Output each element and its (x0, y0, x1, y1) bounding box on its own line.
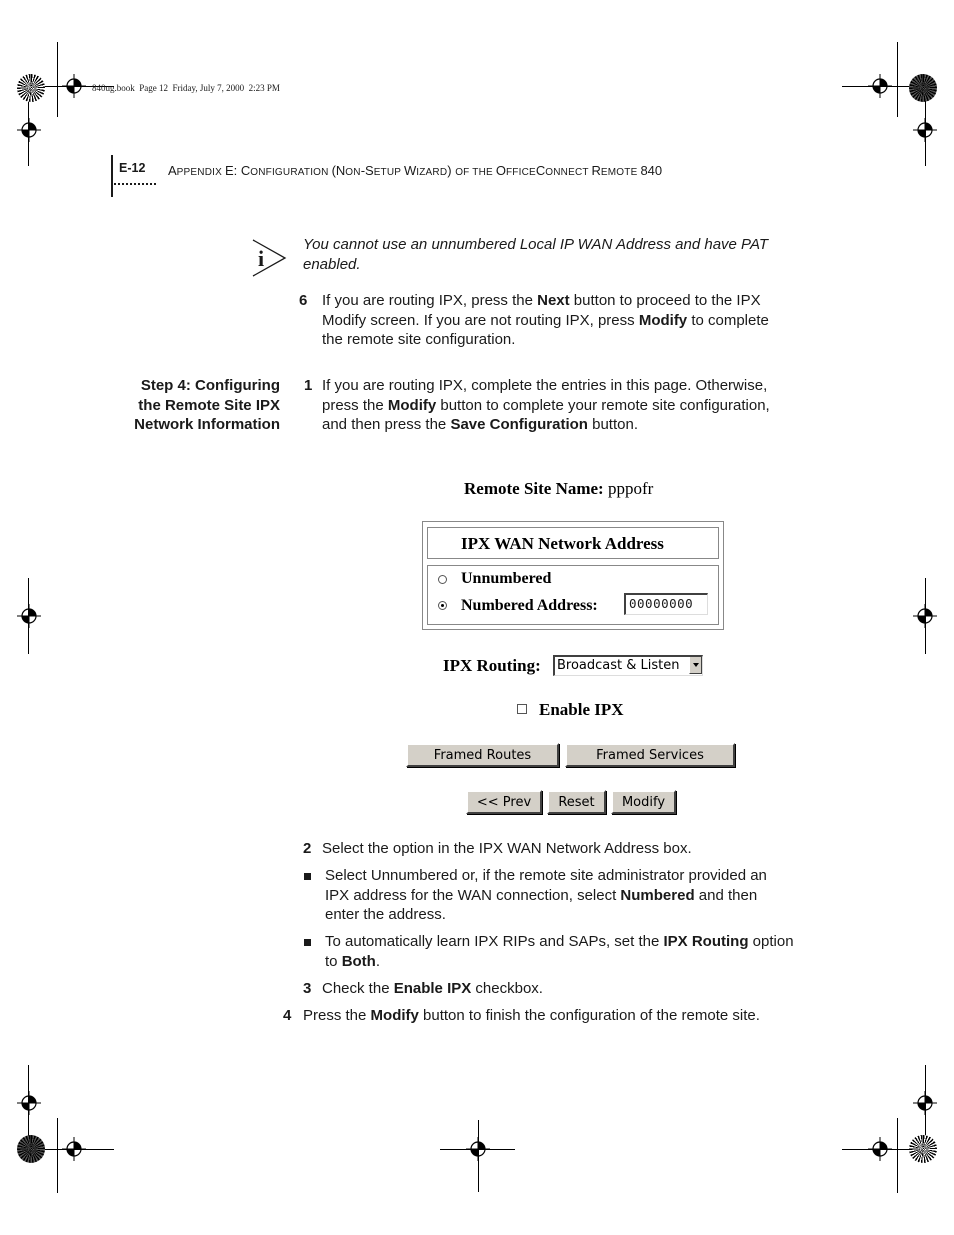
running-head-part: ONFIGURATION (250, 167, 332, 178)
starburst-target-icon (909, 74, 937, 102)
running-head-part: O (495, 163, 506, 178)
numbered-address-input[interactable]: 00000000 (624, 593, 708, 615)
note-line: enabled. (303, 255, 361, 273)
ipx-routing-value: Broadcast & Listen (557, 658, 680, 673)
header-rule-vertical (111, 155, 113, 197)
running-head-part: ) (447, 163, 456, 178)
running-head-part: C (535, 163, 546, 178)
running-head-part: 840 (640, 163, 663, 178)
registration-target-icon (913, 118, 937, 142)
running-head-part: ONNECT (545, 167, 592, 178)
ipx-wan-title: IPX WAN Network Address (461, 534, 664, 553)
print-slug: 840ug.book Page 12 Friday, July 7, 2000 2:23 PM (92, 83, 280, 93)
running-head-part: R (591, 163, 601, 178)
running-head-part: PPENDIX (176, 167, 225, 178)
side-heading: Step 4: Configuring the Remote Site IPX Network Information (134, 377, 280, 433)
remote-site-name: Remote Site Name: pppofr (464, 479, 654, 498)
framed-services-button[interactable]: Framed Services (565, 743, 735, 767)
running-head-part: EMOTE (600, 167, 641, 178)
starburst-target-icon (17, 1135, 45, 1163)
registration-target-icon (466, 1137, 490, 1161)
step-1-text: If you are routing IPX, complete the entries in this page. Otherwise, press the Modify button to complete your remote site configuration, and then press the Save Configuration button. (322, 377, 770, 433)
header-dots (114, 183, 156, 189)
bullet-icon (304, 939, 311, 946)
registration-target-icon (17, 604, 41, 628)
step-number: 1 (304, 377, 313, 394)
running-head-part: FFICE (506, 167, 536, 178)
enable-ipx-label: Enable IPX (539, 700, 624, 719)
framed-routes-button[interactable]: Framed Routes (406, 743, 559, 767)
step-number: 3 (303, 980, 312, 997)
starburst-target-icon (909, 1135, 937, 1163)
step-2-text: Select the option in the IPX WAN Network Address box. (322, 840, 692, 857)
ipx-wan-box (422, 521, 724, 630)
step-4-text: Press the Modify button to finish the configuration of the remote site. (303, 1007, 760, 1024)
registration-target-icon (868, 1137, 892, 1161)
step-3-text: Check the Enable IPX checkbox. (322, 980, 543, 997)
svg-text:i: i (258, 246, 265, 271)
enable-ipx-checkbox[interactable] (517, 704, 527, 714)
modify-button[interactable]: Modify (611, 790, 676, 814)
running-head-part: W (403, 163, 417, 178)
step-6-text: If you are routing IPX, press the Next button to proceed to the IPX Modify screen. If you are not routing IPX, press Modify to complete the remote site configuration. (322, 292, 769, 348)
running-head-part: ETUP (373, 167, 404, 178)
step-number: 2 (303, 840, 312, 857)
ipx-wan-title-cell (427, 527, 719, 559)
info-note-icon (250, 238, 288, 278)
running-head-part: A (168, 163, 177, 178)
registration-target-icon (62, 74, 86, 98)
running-head-part: ON (345, 167, 361, 178)
note-line: You cannot use an unnumbered Local IP WAN Address and have PAT (303, 236, 769, 253)
registration-target-icon (913, 604, 937, 628)
radio-numbered[interactable] (438, 601, 447, 610)
step-number: 4 (283, 1007, 292, 1024)
bullet-2-text: To automatically learn IPX RIPs and SAPs, set the IPX Routing option to Both. (325, 933, 794, 970)
running-head-part: -S (360, 163, 374, 178)
registration-target-icon (913, 1091, 937, 1115)
option-unnumbered-label: Unnumbered (461, 570, 552, 587)
note-text (303, 235, 768, 274)
running-head-part: IZARD (416, 167, 448, 178)
registration-target-icon (62, 1137, 86, 1161)
running-head-part: OF THE (455, 167, 496, 178)
ipx-wan-options-cell (427, 565, 719, 625)
page-number: E-12 (119, 161, 146, 175)
registration-target-icon (868, 74, 892, 98)
registration-target-icon (17, 1091, 41, 1115)
running-head (168, 162, 662, 180)
ipx-routing-label: IPX Routing: (443, 656, 541, 675)
reset-button[interactable]: Reset (547, 790, 606, 814)
ipx-routing-select[interactable] (553, 655, 703, 676)
option-numbered-label: Numbered Address: (461, 597, 598, 614)
bullet-1-text: Select Unnumbered or, if the remote site administrator provided an IPX address for the WAN connection, select Numbered and then enter the address. (325, 867, 767, 923)
radio-unnumbered[interactable] (438, 575, 447, 584)
running-head-part: E: C (224, 163, 251, 178)
prev-button[interactable]: << Prev (466, 790, 542, 814)
chevron-down-icon[interactable] (689, 657, 702, 674)
step-number: 6 (299, 292, 308, 309)
running-head-part: (N (331, 163, 346, 178)
registration-target-icon (17, 118, 41, 142)
bullet-icon (304, 873, 311, 880)
starburst-target-icon (17, 74, 45, 102)
